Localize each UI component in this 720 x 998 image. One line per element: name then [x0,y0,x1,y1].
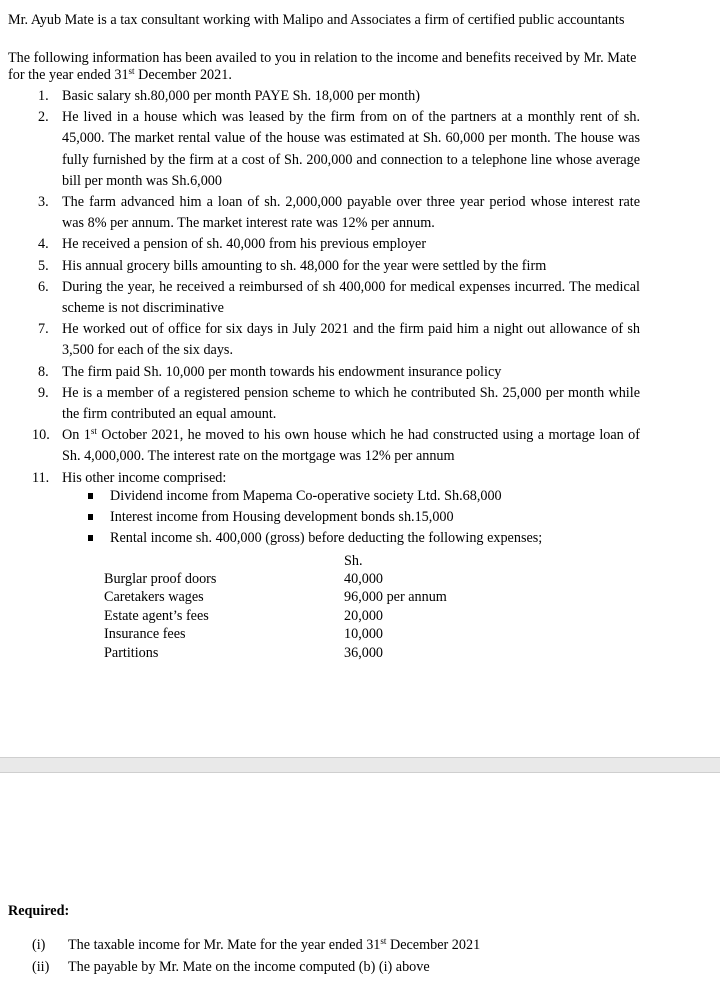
ordinal-suffix: st [90,426,97,437]
item-number: 8. [38,363,49,380]
item-number: 10. [32,427,50,444]
expense-label: Burglar proof doors [104,571,217,587]
expense-label: Partitions [104,644,159,661]
information-list [0,86,640,489]
required-item-text-continued: December 2021 [386,937,481,953]
table-row [104,607,447,625]
item-number: 5. [38,257,49,274]
item-number: 7. [38,321,49,338]
list-item [0,425,640,467]
ordinal-suffix: st [128,66,135,76]
required-item-number: (i) [32,937,46,953]
square-bullet-icon [88,514,93,520]
bullet-item [0,486,640,507]
item-text-continued: October 2021, he moved to his own house which he had constructed using a mortage loan of Sh. 4,000,000. The interest rate on the mortgage was 12% per annum [62,427,640,465]
list-item [0,107,640,192]
item-number: 3. [38,194,49,211]
item-text: He is a member of a registered pension scheme to which he contributed Sh. 25,000 per month while the firm contributed an equal amount. [62,384,640,423]
item-text: The farm advanced him a loan of sh. 2,000,000 payable over three year period whose interest rate was 8% per annum. The market interest rate was 12% per annum. [62,194,640,232]
other-income-list [0,486,640,549]
item-text: His other income comprised: [62,469,227,486]
table-row [104,625,447,643]
square-bullet-icon [88,535,93,541]
list-item [0,362,640,383]
required-item-text: The payable by Mr. Mate on the income computed (b) (i) above [68,958,430,975]
item-text: Basic salary sh.80,000 per month PAYE Sh. 18,000 per month) [62,88,420,104]
list-item [0,192,640,234]
table-row [104,644,447,662]
list-item [0,234,640,255]
item-number: 2. [38,109,49,126]
item-text: He worked out of office for six days in July 2021 and the firm paid him a night out allowance of sh 3,500 for each of the six days. [62,321,640,359]
intro-paragraph: Mr. Ayub Mate is a tax consultant working with Malipo and Associates a firm of certified public accountants [8,12,625,28]
expense-label: Caretakers wages [104,589,204,606]
bullet-item [0,528,640,549]
item-number: 4. [38,236,49,253]
expense-label: Estate agent’s fees [104,607,209,624]
expense-amount: 20,000 [344,607,384,624]
item-number: 11. [32,469,50,486]
item-number: 9. [38,384,49,401]
list-item [0,277,640,319]
page-divider [0,757,720,773]
expense-amount: 40,000 [344,571,384,587]
list-item [0,319,640,361]
expense-amount: 10,000 [344,626,384,643]
expense-amount: 96,000 per annum [344,589,447,606]
required-item-number: (ii) [32,958,50,975]
item-text: During the year, he received a reimbursed of sh 400,000 for medical expenses incurred. The medical scheme is not discriminative [62,278,640,317]
required-item [0,935,480,957]
item-text: The firm paid Sh. 10,000 per month towards his endowment insurance policy [62,363,502,380]
currency-header: Sh. [344,553,363,569]
expenses-table [104,570,447,662]
list-item [0,86,640,107]
bullet-text: Rental income sh. 400,000 (gross) before deducting the following expenses; [110,530,543,546]
expense-label: Insurance fees [104,626,186,643]
table-row [104,588,447,606]
item-text: He received a pension of sh. 40,000 from his previous employer [62,236,427,253]
bullet-text: Interest income from Housing development bonds sh.15,000 [110,509,454,525]
required-list [0,935,480,978]
required-item-text: The taxable income for Mr. Mate for the year ended 31 [68,937,381,953]
intro-context-paragraph [8,50,648,84]
bullet-item [0,507,640,528]
item-text: He lived in a house which was leased by the firm from on of the partners at a monthly rent of sh. 45,000. The market rental value of the house was estimated at Sh. 60,000 per month. The house was fully furnished by the firm at a cost of Sh. 200,000 and connection to a telephone line whose average bill per month was Sh.6,000 [62,109,640,189]
required-heading: Required: [8,903,70,919]
bullet-text: Dividend income from Mapema Co-operative society Ltd. Sh.68,000 [110,488,502,504]
list-item [0,256,640,277]
expense-amount: 36,000 [344,644,384,661]
ordinal-suffix: st [380,936,387,946]
intro-context-text: The following information has been availed to you in relation to the income and benefits received by Mr. Mate for the year ended 31 [8,50,637,83]
intro-context-date: December 2021. [134,67,232,83]
square-bullet-icon [88,493,93,499]
item-number: 6. [38,278,49,295]
item-text: On 1 [62,427,91,444]
required-item [0,957,480,979]
item-number: 1. [38,88,49,104]
item-text: His annual grocery bills amounting to sh. 48,000 for the year were settled by the firm [62,257,547,274]
table-row [104,570,447,588]
list-item [0,383,640,425]
